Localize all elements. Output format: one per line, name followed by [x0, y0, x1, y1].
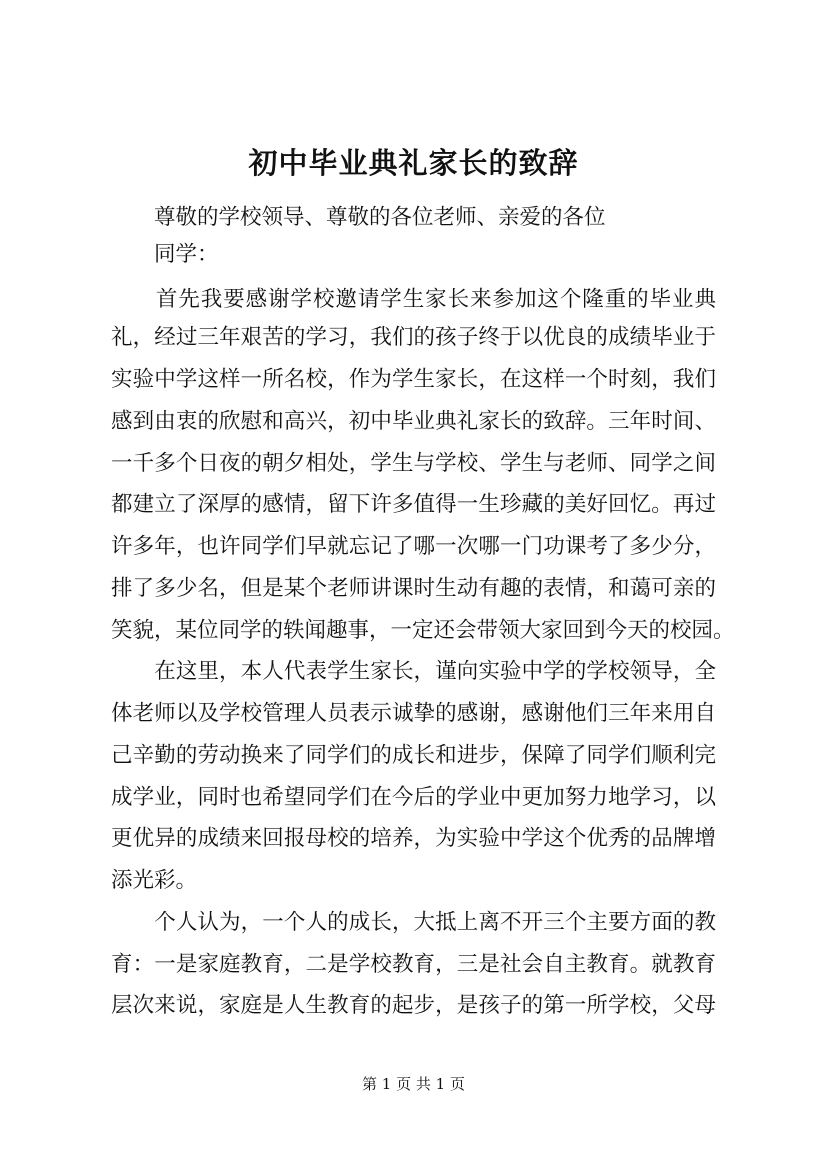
text-line: 礼，经过三年艰苦的学习，我们的孩子终于以优良的成绩毕业于 — [111, 325, 716, 350]
document-title: 初中毕业典礼家长的致辞 — [248, 146, 579, 180]
text-line: 许多年，也许同学们早就忘记了哪一次哪一门功课考了多少分， — [111, 534, 716, 559]
text-line: 实验中学这样一所名校，作为学生家长，在这样一个时刻，我们 — [111, 367, 716, 392]
text-line: 同学： — [111, 242, 219, 267]
text-line: 排了多少名，但是某个老师讲课时生动有趣的表情，和蔼可亲的 — [111, 576, 716, 601]
page-footer: 第 1 页 共 1 页 — [362, 1075, 465, 1093]
text-line: 在这里，本人代表学生家长，谨向实验中学的学校领导，全 — [111, 659, 716, 684]
text-line: 层次来说，家庭是人生教育的起步，是孩子的第一所学校，父母 — [111, 993, 716, 1018]
text-line: 一千多个日夜的朝夕相处，学生与学校、学生与老师、同学之间 — [111, 451, 716, 476]
text-line: 笑貌，某位同学的轶闻趣事，一定还会带领大家回到今天的校园。 — [111, 618, 735, 643]
text-line: 感到由衷的欣慰和高兴，初中毕业典礼家长的致辞。三年时间、 — [111, 409, 716, 434]
text-line: 个人认为，一个人的成长，大抵上离不开三个主要方面的教 — [111, 910, 716, 935]
text-line: 都建立了深厚的感情，留下许多值得一生珍藏的美好回忆。再过 — [111, 492, 716, 517]
text-line: 体老师以及学校管理人员表示诚挚的感谢，感谢他们三年来用自 — [111, 701, 716, 726]
text-line: 成学业，同时也希望同学们在今后的学业中更加努力地学习，以 — [111, 785, 716, 810]
text-line: 首先我要感谢学校邀请学生家长来参加这个隆重的毕业典 — [111, 287, 716, 312]
text-line: 育：一是家庭教育，二是学校教育，三是社会自主教育。就教育 — [111, 952, 716, 977]
text-line: 尊敬的学校领导、尊敬的各位老师、亲爱的各位 — [111, 205, 606, 230]
text-line: 添光彩。 — [111, 868, 198, 893]
text-line: 更优异的成绩来回报母校的培养，为实验中学这个优秀的品牌增 — [111, 826, 716, 851]
text-line: 己辛勤的劳动换来了同学们的成长和进步，保障了同学们顺利完 — [111, 743, 716, 768]
